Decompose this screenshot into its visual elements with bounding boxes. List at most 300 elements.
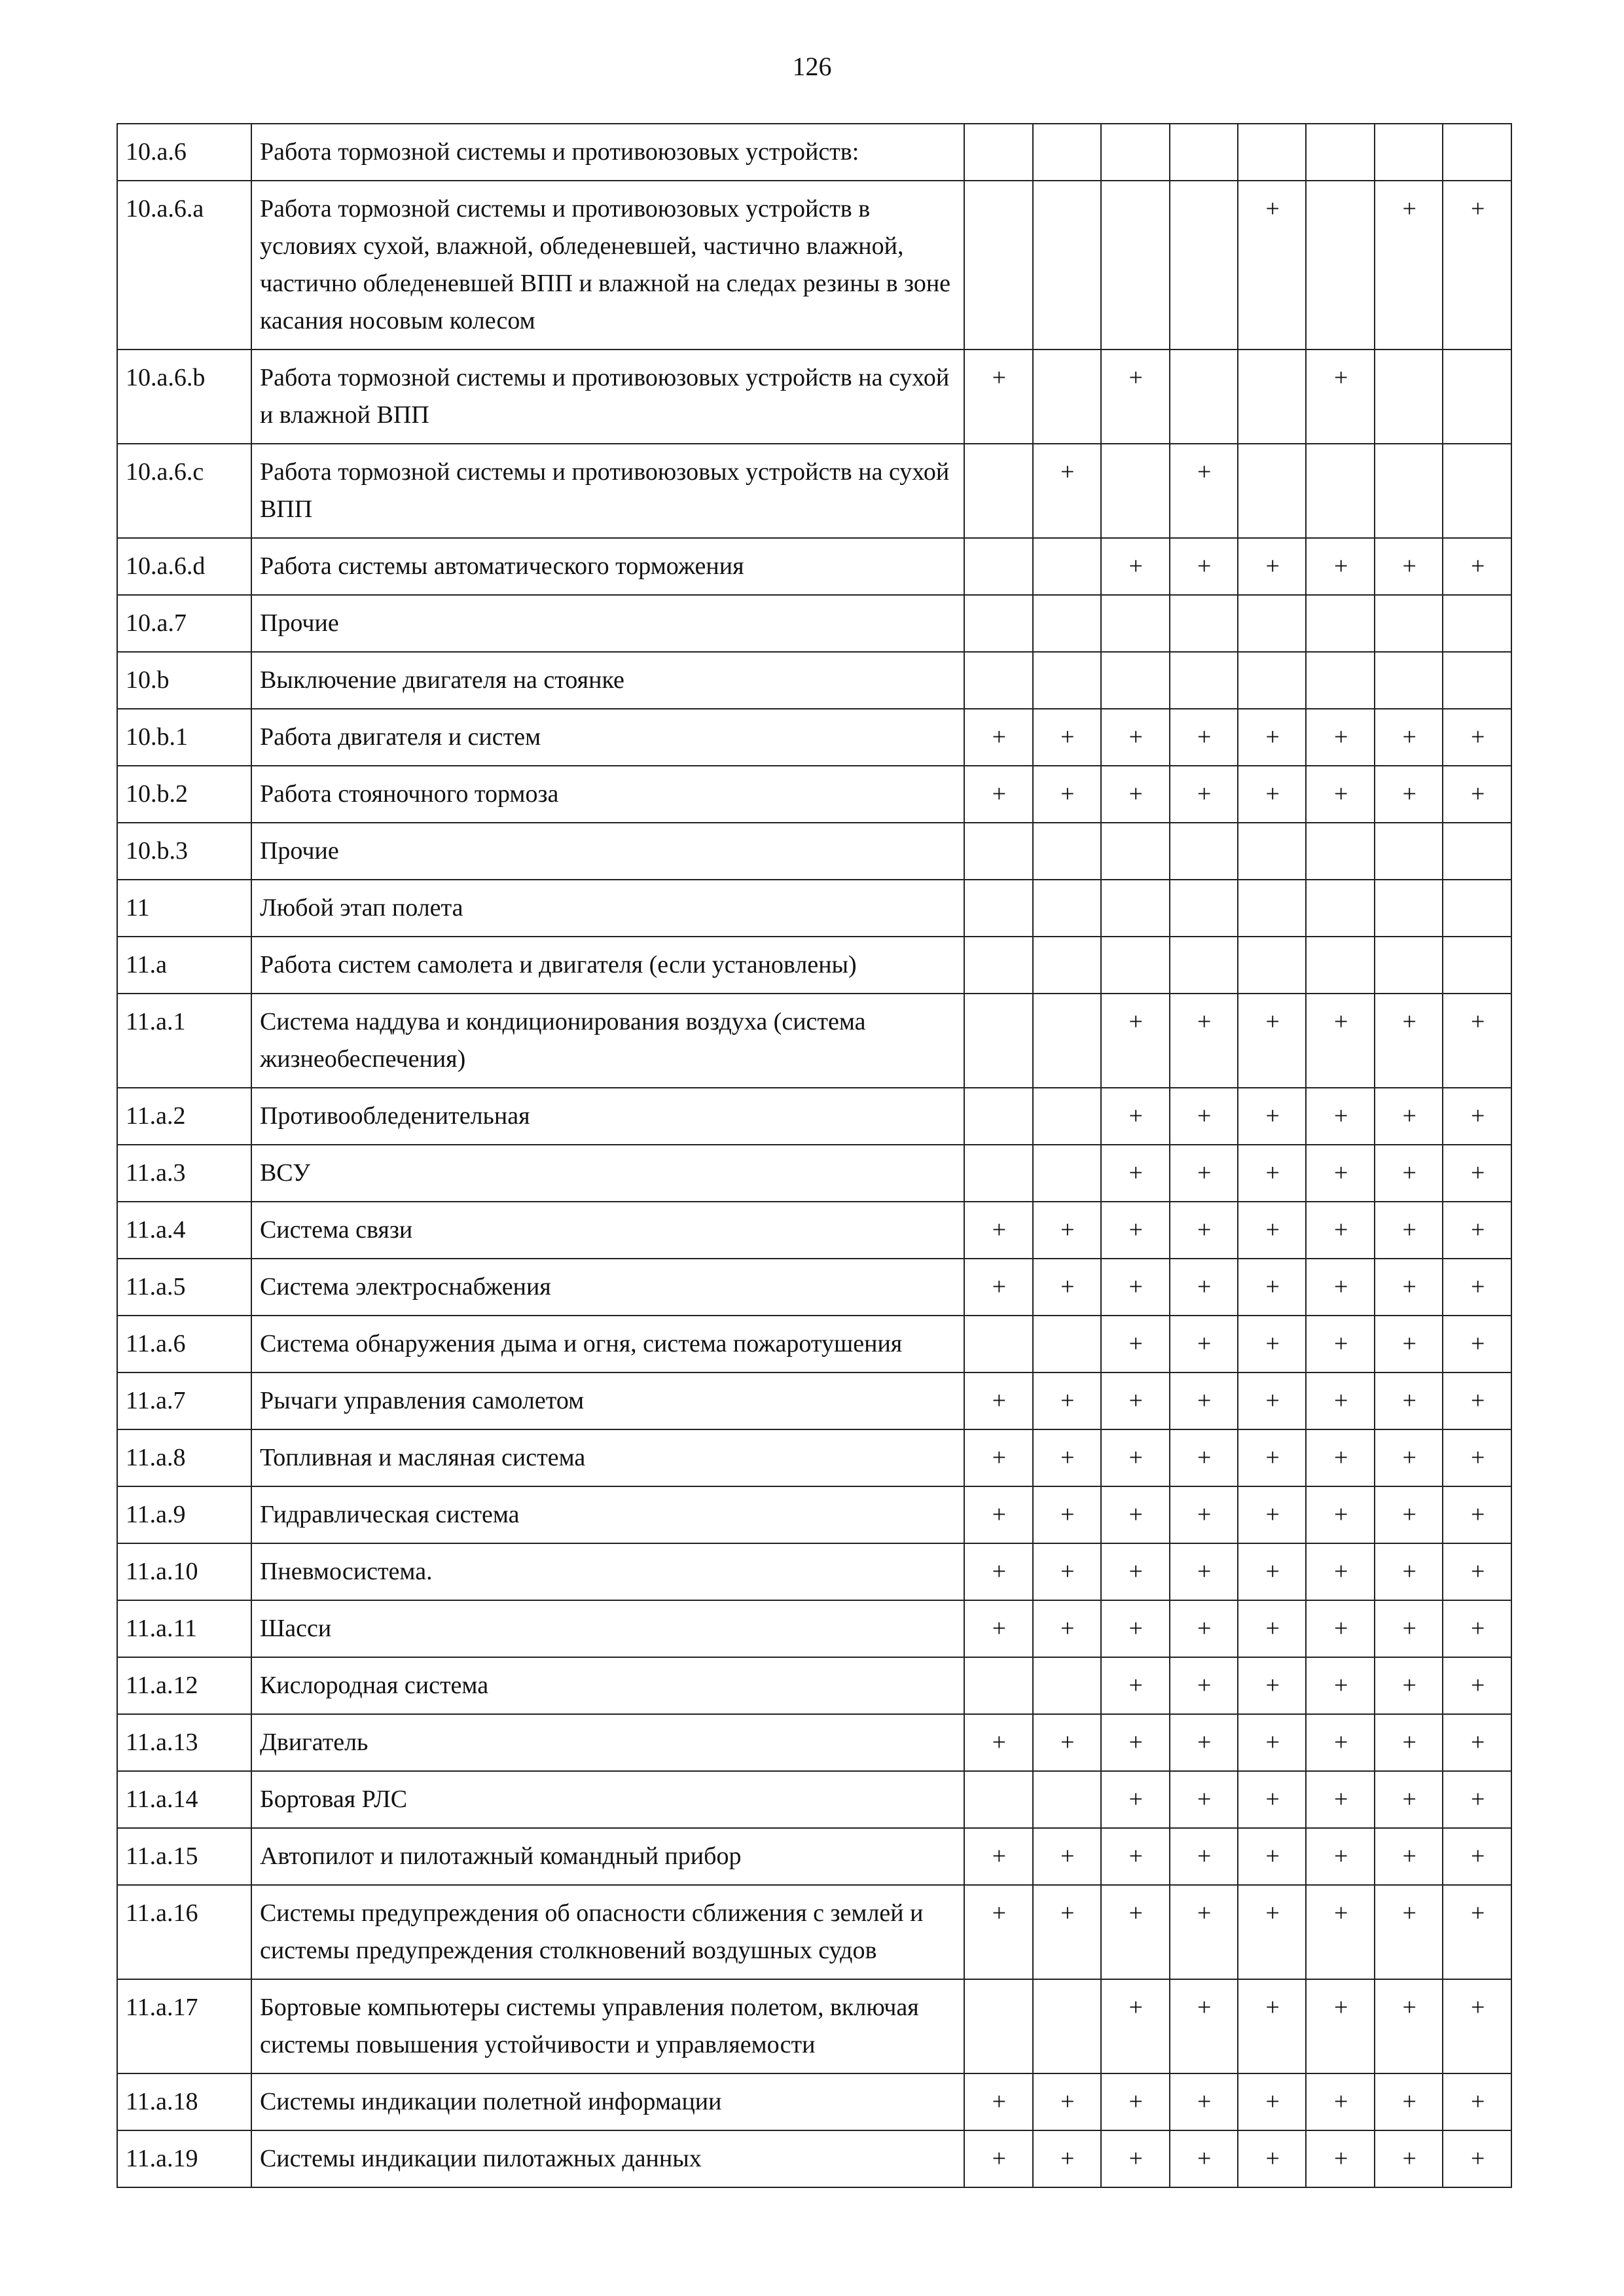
applicability-mark (1375, 444, 1443, 538)
applicability-mark: + (1375, 2073, 1443, 2130)
applicability-mark (1306, 124, 1374, 181)
row-description: Бортовая РЛС (251, 1771, 964, 1828)
row-description: Система обнаружения дыма и огня, система пожаротушения (251, 1316, 964, 1372)
applicability-mark: + (1033, 1202, 1101, 1259)
applicability-mark: + (1033, 1259, 1101, 1316)
applicability-mark: + (1375, 1600, 1443, 1657)
applicability-mark: + (1443, 1714, 1511, 1771)
applicability-mark: + (1170, 1429, 1238, 1486)
applicability-mark: + (1170, 1316, 1238, 1372)
applicability-mark: + (1238, 1543, 1306, 1600)
table-row (117, 1771, 1511, 1828)
row-code: 11.a.15 (117, 1828, 251, 1885)
applicability-mark: + (1306, 1145, 1374, 1202)
applicability-mark (964, 595, 1032, 652)
row-code: 10.b.2 (117, 766, 251, 823)
applicability-mark: + (1306, 709, 1374, 766)
applicability-mark (1170, 880, 1238, 937)
applicability-mark (1101, 124, 1169, 181)
applicability-mark: + (1170, 1979, 1238, 2073)
applicability-mark: + (1443, 1316, 1511, 1372)
applicability-mark: + (964, 766, 1032, 823)
row-description: Двигатель (251, 1714, 964, 1771)
row-code: 10.b (117, 652, 251, 709)
applicability-mark: + (1170, 994, 1238, 1088)
applicability-mark: + (1101, 994, 1169, 1088)
applicability-mark: + (1306, 994, 1374, 1088)
applicability-mark (1443, 880, 1511, 937)
applicability-mark (1033, 1088, 1101, 1145)
row-description: Системы индикации полетной информации (251, 2073, 964, 2130)
table-row (117, 1316, 1511, 1372)
row-code: 11.a.11 (117, 1600, 251, 1657)
applicability-mark (1443, 937, 1511, 994)
applicability-mark: + (964, 1714, 1032, 1771)
row-description: Гидравлическая система (251, 1486, 964, 1543)
applicability-mark: + (1170, 766, 1238, 823)
applicability-mark: + (1238, 1486, 1306, 1543)
applicability-mark: + (1170, 538, 1238, 595)
applicability-mark (1375, 937, 1443, 994)
table-row (117, 444, 1511, 538)
table-row (117, 2073, 1511, 2130)
applicability-mark: + (1033, 1828, 1101, 1885)
applicability-mark (1170, 124, 1238, 181)
table-row (117, 181, 1511, 350)
applicability-mark: + (1101, 766, 1169, 823)
applicability-mark: + (1375, 1316, 1443, 1372)
applicability-mark: + (1033, 444, 1101, 538)
applicability-mark: + (964, 1372, 1032, 1429)
applicability-mark: + (1101, 1885, 1169, 1979)
row-description: Топливная и масляная система (251, 1429, 964, 1486)
table-row (117, 595, 1511, 652)
applicability-mark: + (1306, 1657, 1374, 1714)
applicability-mark (964, 538, 1032, 595)
applicability-mark: + (1170, 1088, 1238, 1145)
applicability-mark: + (1101, 1372, 1169, 1429)
applicability-mark: + (1443, 1979, 1511, 2073)
applicability-mark (1033, 937, 1101, 994)
row-code: 10.a.6.a (117, 181, 251, 350)
row-code: 11.a.7 (117, 1372, 251, 1429)
row-code: 11.a.12 (117, 1657, 251, 1714)
applicability-mark (1443, 595, 1511, 652)
applicability-mark: + (1238, 1088, 1306, 1145)
applicability-mark: + (964, 2130, 1032, 2187)
applicability-mark (1375, 595, 1443, 652)
applicability-mark (1306, 181, 1374, 350)
applicability-mark (1033, 1316, 1101, 1372)
applicability-mark: + (1375, 1259, 1443, 1316)
page-number: 126 (792, 52, 832, 81)
applicability-mark: + (1375, 1372, 1443, 1429)
applicability-mark: + (1238, 1259, 1306, 1316)
table-row (117, 538, 1511, 595)
table-row (117, 1145, 1511, 1202)
row-code: 10.a.6.d (117, 538, 251, 595)
row-code: 11.a.6 (117, 1316, 251, 1372)
applicability-mark: + (1443, 1088, 1511, 1145)
applicability-mark: + (1443, 1657, 1511, 1714)
applicability-mark: + (964, 1885, 1032, 1979)
row-description: Рычаги управления самолетом (251, 1372, 964, 1429)
applicability-mark (964, 652, 1032, 709)
applicability-mark: + (1101, 1600, 1169, 1657)
row-code: 11.a.3 (117, 1145, 251, 1202)
applicability-mark (1033, 1771, 1101, 1828)
applicability-mark: + (964, 1486, 1032, 1543)
applicability-mark: + (1238, 1828, 1306, 1885)
applicability-mark: + (1033, 1600, 1101, 1657)
applicability-mark (1375, 823, 1443, 880)
applicability-mark (1101, 444, 1169, 538)
applicability-mark (1306, 444, 1374, 538)
applicability-mark (964, 1657, 1032, 1714)
applicability-mark (1033, 1657, 1101, 1714)
applicability-mark: + (1101, 1714, 1169, 1771)
applicability-mark: + (1375, 1202, 1443, 1259)
applicability-mark: + (1033, 2130, 1101, 2187)
applicability-mark: + (1101, 1145, 1169, 1202)
applicability-mark (964, 1088, 1032, 1145)
row-description: Система наддува и кондиционирования воздуха (система жизнеобеспечения) (251, 994, 964, 1088)
applicability-mark: + (1170, 1259, 1238, 1316)
row-code: 11 (117, 880, 251, 937)
row-description: Работа тормозной системы и противоюзовых устройств на сухой ВПП (251, 444, 964, 538)
table-row (117, 937, 1511, 994)
row-code: 11.a.8 (117, 1429, 251, 1486)
applicability-mark: + (1375, 1714, 1443, 1771)
applicability-mark: + (1101, 1259, 1169, 1316)
row-description: ВСУ (251, 1145, 964, 1202)
table-row (117, 1202, 1511, 1259)
applicability-mark (1033, 880, 1101, 937)
table-row (117, 1259, 1511, 1316)
applicability-mark (1170, 652, 1238, 709)
applicability-mark: + (1170, 1714, 1238, 1771)
row-description: Работа систем самолета и двигателя (если установлены) (251, 937, 964, 994)
applicability-mark (1238, 880, 1306, 937)
applicability-mark (1306, 937, 1374, 994)
applicability-mark: + (1375, 709, 1443, 766)
table-row (117, 652, 1511, 709)
row-description: Противообледенительная (251, 1088, 964, 1145)
table-row (117, 1486, 1511, 1543)
applicability-mark: + (1238, 1145, 1306, 1202)
applicability-mark: + (1170, 709, 1238, 766)
applicability-mark: + (1375, 1771, 1443, 1828)
applicability-mark: + (1443, 2130, 1511, 2187)
applicability-mark: + (1238, 2073, 1306, 2130)
applicability-mark: + (1443, 994, 1511, 1088)
table-row (117, 1088, 1511, 1145)
table-row (117, 1657, 1511, 1714)
row-code: 11.a.19 (117, 2130, 251, 2187)
applicability-mark (1033, 595, 1101, 652)
applicability-mark: + (964, 1828, 1032, 1885)
applicability-mark (1375, 880, 1443, 937)
row-code: 10.a.7 (117, 595, 251, 652)
applicability-mark (964, 1771, 1032, 1828)
applicability-mark (1238, 652, 1306, 709)
applicability-mark: + (1033, 766, 1101, 823)
applicability-mark (1033, 1979, 1101, 2073)
applicability-mark: + (1101, 538, 1169, 595)
row-description: Работа системы автоматического торможения (251, 538, 964, 595)
applicability-mark (1443, 652, 1511, 709)
table-row (117, 350, 1511, 444)
applicability-mark: + (1101, 1771, 1169, 1828)
applicability-mark (1033, 181, 1101, 350)
table-row (117, 1372, 1511, 1429)
applicability-mark: + (1033, 709, 1101, 766)
applicability-mark (1101, 652, 1169, 709)
applicability-mark: + (1238, 1202, 1306, 1259)
row-description: Работа тормозной системы и противоюзовых устройств на сухой и влажной ВПП (251, 350, 964, 444)
applicability-mark: + (1238, 2130, 1306, 2187)
applicability-mark (964, 1145, 1032, 1202)
applicability-mark (964, 181, 1032, 350)
applicability-mark: + (1238, 181, 1306, 350)
applicability-mark: + (1306, 1885, 1374, 1979)
applicability-mark: + (1238, 1714, 1306, 1771)
applicability-mark: + (1443, 1885, 1511, 1979)
row-code: 11.a.18 (117, 2073, 251, 2130)
applicability-mark (1033, 538, 1101, 595)
applicability-mark: + (1443, 1600, 1511, 1657)
row-description: Прочие (251, 595, 964, 652)
row-description: Выключение двигателя на стоянке (251, 652, 964, 709)
applicability-mark (964, 1979, 1032, 2073)
applicability-mark: + (1170, 1145, 1238, 1202)
applicability-mark: + (1238, 1316, 1306, 1372)
applicability-mark: + (1101, 1202, 1169, 1259)
applicability-mark: + (1375, 1088, 1443, 1145)
row-description: Шасси (251, 1600, 964, 1657)
applicability-mark: + (1306, 1259, 1374, 1316)
applicability-mark: + (1375, 2130, 1443, 2187)
applicability-mark (1101, 880, 1169, 937)
applicability-mark: + (1101, 1316, 1169, 1372)
applicability-mark (1170, 350, 1238, 444)
applicability-mark: + (1306, 2130, 1374, 2187)
applicability-mark: + (1101, 2073, 1169, 2130)
table-row (117, 709, 1511, 766)
applicability-mark (1101, 937, 1169, 994)
row-description: Любой этап полета (251, 880, 964, 937)
table-row (117, 880, 1511, 937)
applicability-mark: + (1306, 1979, 1374, 2073)
applicability-mark: + (1033, 1486, 1101, 1543)
applicability-mark: + (1238, 1429, 1306, 1486)
applicability-mark: + (964, 1543, 1032, 1600)
applicability-mark (1443, 350, 1511, 444)
applicability-mark (964, 880, 1032, 937)
applicability-mark: + (1170, 1828, 1238, 1885)
table-row (117, 766, 1511, 823)
applicability-mark: + (1238, 538, 1306, 595)
row-code: 11.a.5 (117, 1259, 251, 1316)
applicability-mark: + (1033, 2073, 1101, 2130)
applicability-mark: + (1170, 444, 1238, 538)
row-code: 11.a.13 (117, 1714, 251, 1771)
applicability-mark: + (1170, 1600, 1238, 1657)
applicability-mark (1375, 652, 1443, 709)
applicability-mark: + (1170, 2073, 1238, 2130)
applicability-mark: + (1443, 2073, 1511, 2130)
applicability-mark: + (1306, 1088, 1374, 1145)
applicability-mark: + (1306, 350, 1374, 444)
applicability-mark: + (1101, 1543, 1169, 1600)
row-description: Системы индикации пилотажных данных (251, 2130, 964, 2187)
applicability-mark: + (1101, 1828, 1169, 1885)
applicability-mark: + (1170, 1771, 1238, 1828)
table-row (117, 1429, 1511, 1486)
applicability-mark: + (964, 1429, 1032, 1486)
applicability-mark: + (1375, 1657, 1443, 1714)
applicability-mark: + (1238, 1600, 1306, 1657)
row-code: 10.a.6 (117, 124, 251, 181)
applicability-mark (964, 124, 1032, 181)
applicability-mark (1443, 444, 1511, 538)
applicability-mark: + (1033, 1714, 1101, 1771)
row-code: 11.a.4 (117, 1202, 251, 1259)
applicability-mark: + (1170, 1202, 1238, 1259)
applicability-mark: + (964, 1259, 1032, 1316)
row-description: Система электроснабжения (251, 1259, 964, 1316)
table-body (117, 124, 1511, 2187)
applicability-mark: + (1306, 1714, 1374, 1771)
applicability-mark: + (1238, 994, 1306, 1088)
applicability-mark (1033, 652, 1101, 709)
applicability-mark (1033, 350, 1101, 444)
row-code: 10.b.3 (117, 823, 251, 880)
applicability-mark: + (1306, 1771, 1374, 1828)
table-row (117, 1828, 1511, 1885)
applicability-mark (1375, 350, 1443, 444)
applicability-mark: + (1238, 766, 1306, 823)
applicability-mark (1170, 181, 1238, 350)
applicability-mark: + (1306, 1543, 1374, 1600)
applicability-mark: + (1033, 1372, 1101, 1429)
applicability-mark (1306, 880, 1374, 937)
applicability-mark: + (1238, 1657, 1306, 1714)
table-row (117, 1600, 1511, 1657)
applicability-mark: + (1443, 1486, 1511, 1543)
applicability-mark: + (1306, 766, 1374, 823)
table-row (117, 823, 1511, 880)
applicability-mark (1306, 652, 1374, 709)
row-code: 11.a.1 (117, 994, 251, 1088)
applicability-mark: + (1375, 994, 1443, 1088)
applicability-mark: + (1306, 1372, 1374, 1429)
applicability-mark: + (1443, 1828, 1511, 1885)
applicability-mark (964, 937, 1032, 994)
applicability-mark (1238, 350, 1306, 444)
applicability-mark: + (1101, 1657, 1169, 1714)
applicability-mark (1443, 823, 1511, 880)
applicability-mark (1238, 124, 1306, 181)
row-description: Работа стояночного тормоза (251, 766, 964, 823)
table-row (117, 1714, 1511, 1771)
applicability-mark (1033, 823, 1101, 880)
applicability-mark: + (1306, 1600, 1374, 1657)
applicability-mark: + (1375, 766, 1443, 823)
applicability-mark: + (1033, 1885, 1101, 1979)
row-description: Кислородная система (251, 1657, 964, 1714)
applicability-mark: + (1238, 1771, 1306, 1828)
applicability-mark: + (1306, 538, 1374, 595)
row-description: Работа тормозной системы и противоюзовых устройств в условиях сухой, влажной, обледеневшей, частично влажной, частично обледеневшей ВПП и влажной на следах резины в зоне касания носовым колесом (251, 181, 964, 350)
row-description: Прочие (251, 823, 964, 880)
applicability-mark: + (1170, 1486, 1238, 1543)
applicability-mark: + (1375, 1885, 1443, 1979)
applicability-mark (964, 1316, 1032, 1372)
applicability-mark: + (1443, 1372, 1511, 1429)
applicability-mark: + (1306, 1202, 1374, 1259)
table-row (117, 2130, 1511, 2187)
applicability-mark: + (1306, 1429, 1374, 1486)
applicability-mark: + (1375, 1429, 1443, 1486)
applicability-mark (1033, 1145, 1101, 1202)
applicability-mark: + (1375, 1486, 1443, 1543)
requirements-table (117, 123, 1512, 2188)
applicability-mark: + (1101, 1486, 1169, 1543)
applicability-mark (1101, 181, 1169, 350)
table-row (117, 994, 1511, 1088)
row-description: Система связи (251, 1202, 964, 1259)
applicability-mark: + (1238, 709, 1306, 766)
applicability-mark: + (1033, 1543, 1101, 1600)
applicability-mark (1101, 595, 1169, 652)
row-description: Пневмосистема. (251, 1543, 964, 1600)
applicability-mark: + (964, 350, 1032, 444)
table-row (117, 1543, 1511, 1600)
applicability-mark: + (1101, 709, 1169, 766)
applicability-mark: + (1033, 1429, 1101, 1486)
row-code: 10.a.6.b (117, 350, 251, 444)
applicability-mark: + (1170, 2130, 1238, 2187)
applicability-mark: + (1375, 538, 1443, 595)
row-description: Работа тормозной системы и противоюзовых устройств: (251, 124, 964, 181)
applicability-mark (1033, 124, 1101, 181)
applicability-mark: + (1306, 2073, 1374, 2130)
row-code: 11.a.16 (117, 1885, 251, 1979)
row-description: Бортовые компьютеры системы управления полетом, включая системы повышения устойчивости и управляемости (251, 1979, 964, 2073)
applicability-mark (1443, 124, 1511, 181)
row-code: 10.b.1 (117, 709, 251, 766)
table-row (117, 124, 1511, 181)
row-code: 11.a.2 (117, 1088, 251, 1145)
applicability-mark (1375, 124, 1443, 181)
applicability-mark (1170, 823, 1238, 880)
applicability-mark (964, 444, 1032, 538)
applicability-mark (1306, 595, 1374, 652)
applicability-mark: + (1443, 709, 1511, 766)
applicability-mark: + (1238, 1979, 1306, 2073)
applicability-mark: + (964, 1202, 1032, 1259)
row-description: Работа двигателя и систем (251, 709, 964, 766)
applicability-mark (1101, 823, 1169, 880)
row-description: Автопилот и пилотажный командный прибор (251, 1828, 964, 1885)
applicability-mark: + (1443, 1259, 1511, 1316)
applicability-mark (1238, 444, 1306, 538)
applicability-mark: + (1101, 2130, 1169, 2187)
applicability-mark: + (1443, 1771, 1511, 1828)
applicability-mark: + (1101, 1088, 1169, 1145)
applicability-mark: + (1375, 1145, 1443, 1202)
